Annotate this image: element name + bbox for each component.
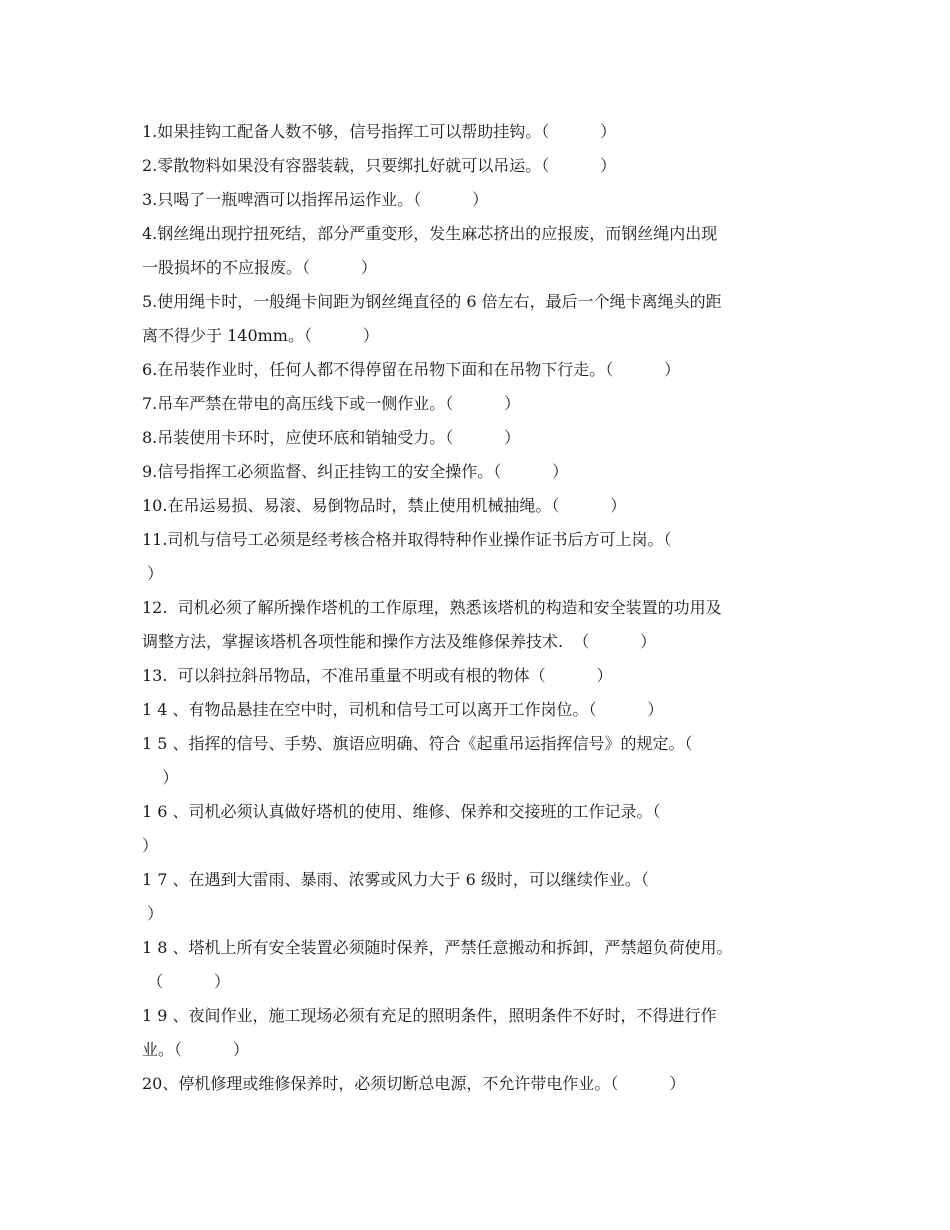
question-list (142, 115, 832, 1101)
question-item (142, 387, 832, 421)
question-item (142, 999, 832, 1067)
question-item (142, 455, 832, 489)
question-line: ） (142, 904, 164, 923)
question-item (142, 693, 832, 727)
question-line: 1 4 、有物品悬挂在空中时，司机和信号工可以离开工作岗位。（ ） (142, 700, 664, 719)
question-line: 1 9 、夜间作业，施工现场必须有充足的照明条件，照明条件不好时，不得进行作 (142, 1006, 717, 1025)
question-line: 一股损坏的不应报废。（ ） (142, 258, 377, 277)
question-line: ） (142, 564, 164, 583)
question-line: 调整方法，掌握该塔机各项性能和操作方法及维修保养技术. （ ） (142, 632, 657, 651)
question-item (142, 1067, 832, 1101)
question-line: 2.零散物料如果没有容器装载，只要绑扎好就可以吊运。（ ） (142, 156, 617, 175)
question-item (142, 149, 832, 183)
question-line: 12. 司机必须了解所操作塔机的工作原理，熟悉该塔机的构造和安全装置的功用及 (142, 598, 722, 617)
question-item (142, 115, 832, 149)
question-line: 13. 可以斜拉斜吊物品，不准吊重量不明或有根的物体（ ） (142, 666, 613, 685)
question-item (142, 285, 832, 353)
question-line: 10.在吊运易损、易滚、易倒物品时，禁止使用机械抽绳。（ ） (142, 496, 627, 515)
question-item (142, 183, 832, 217)
question-item (142, 217, 832, 285)
question-item (142, 659, 832, 693)
question-line: 4.钢丝绳出现拧扭死结，部分严重变形，发生麻芯挤出的应报废，而钢丝绳内出现 (142, 224, 718, 243)
question-line: （ ） (142, 972, 230, 991)
question-line: 7.吊车严禁在带电的高压线下或一侧作业。（ ） (142, 394, 521, 413)
question-line: 1 6 、司机必须认真做好塔机的使用、维修、保养和交接班的工作记录。（ (142, 802, 661, 821)
question-line: 3.只喝了一瓶啤酒可以指挥吊运作业。（ ） (142, 190, 489, 209)
question-item (142, 795, 832, 863)
question-line: 6.在吊装作业时，任何人都不得停留在吊物下面和在吊物下行走。（ ） (142, 360, 681, 379)
question-item (142, 489, 832, 523)
question-line: ） (142, 836, 159, 855)
question-line: ） (142, 768, 179, 787)
question-item (142, 421, 832, 455)
question-line: 1 7 、在遇到大雷雨、暴雨、浓雾或风力大于 6 级时，可以继续作业。（ (142, 870, 649, 889)
question-item (142, 863, 832, 931)
question-line: 5.使用绳卡时，一般绳卡间距为钢丝绳直径的 6 倍左右，最后一个绳卡离绳头的距 (142, 292, 722, 311)
question-item (142, 591, 832, 659)
question-line: 业。（ ） (142, 1040, 249, 1059)
question-item (142, 523, 832, 591)
question-line: 1 8 、塔机上所有安全装置必须随时保养，严禁任意搬动和拆卸，严禁超负荷使用。 (142, 938, 733, 957)
question-item (142, 353, 832, 387)
question-line: 9.信号指挥工必须监督、纠正挂钩工的安全操作。（ ） (142, 462, 569, 481)
question-line: 离不得少于 140mm。（ ） (142, 326, 379, 345)
question-line: 1 5 、指挥的信号、手势、旗语应明确、符合《起重吊运指挥信号》的规定。（ (142, 734, 693, 753)
question-line: 1.如果挂钩工配备人数不够，信号指挥工可以帮助挂钩。（ ） (142, 122, 617, 141)
question-line: 8.吊装使用卡环时，应使环底和销轴受力。（ ） (142, 428, 521, 447)
question-item (142, 931, 832, 999)
question-line: 11.司机与信号工必须是经考核合格并取得特种作业操作证书后方可上岗。（ (142, 530, 672, 549)
question-item (142, 727, 832, 795)
question-line: 20、停机修理或维修保养时，必须切断总电源，不允许带电作业。（ ） (142, 1074, 686, 1093)
